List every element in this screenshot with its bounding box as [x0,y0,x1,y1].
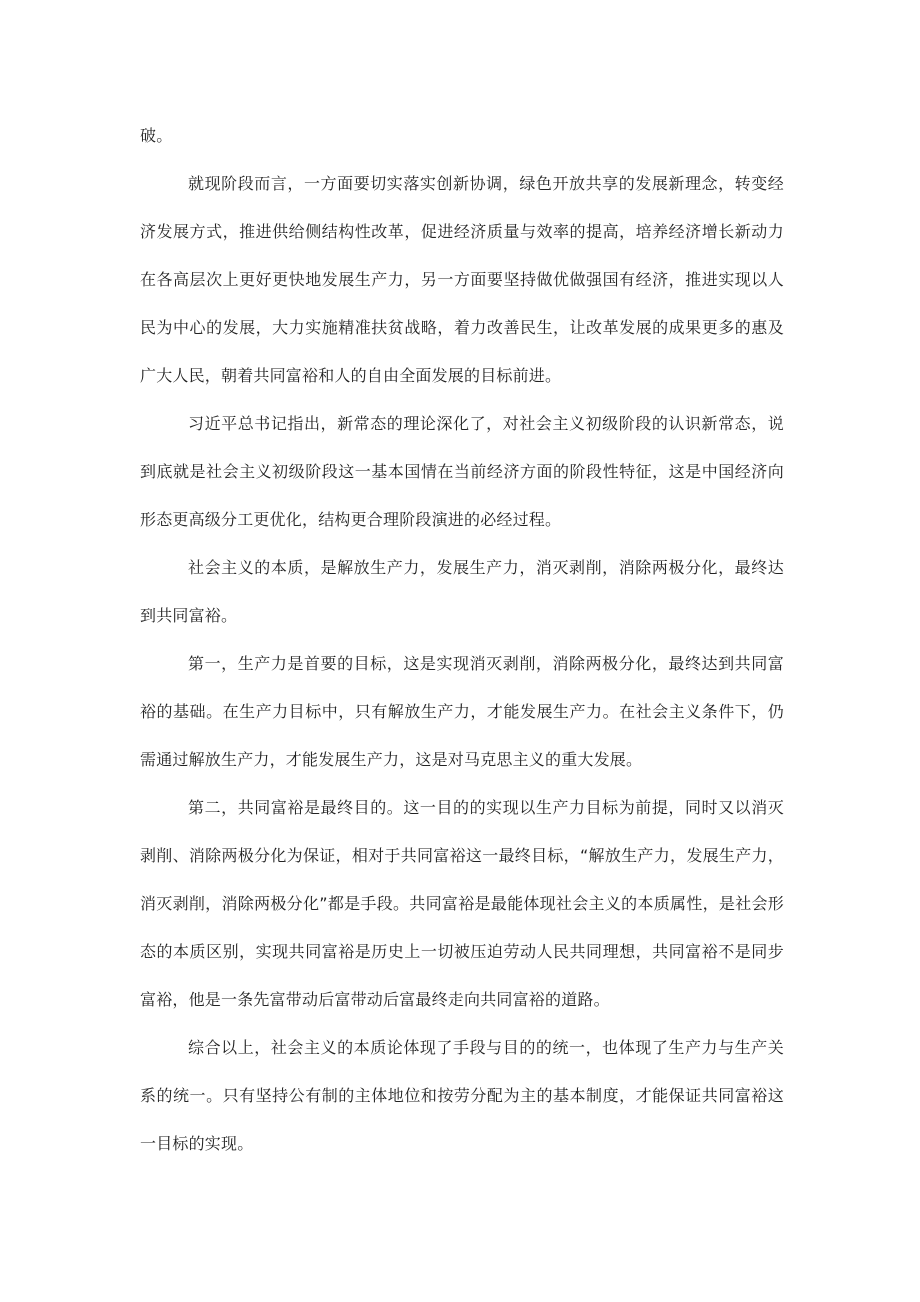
paragraph-continuation: 破。 [140,126,173,145]
paragraph-new-normal: 习近平总书记指出，新常态的理论深化了，对社会主义初级阶段的认识新常态，说到底就是社会主义初级阶段这一基本国情在当前经济方面的阶段性特征，这是中国经济向形态更高级分工更优化，结构更合理阶段演进的必经过程。 [140,414,784,529]
paragraph-socialism-essence: 社会主义的本质，是解放生产力，发展生产力，消灭剥削，消除两极分化，最终达到共同富裕。 [140,558,784,625]
paragraph-second-point: 第二，共同富裕是最终目的。这一目的的实现以生产力目标为前提，同时又以消灭剥削、消除两极分化为保证，相对于共同富裕这一最终目标，“解放生产力，发展生产力，消灭剥削，消除两极分化”都是手段。共同富裕是最能体现社会主义的本质属性，是社会形态的本质区别，实现共同富裕是历史上一切被压迫劳动人民共同理想，共同富裕不是同步富裕，他是一条先富带动后富带动后富最终走向共同富裕的道路。 [140,798,784,1009]
document-body [140,112,784,1168]
paragraph-conclusion: 综合以上，社会主义的本质论体现了手段与目的的统一，也体现了生产力与生产关系的统一。只有坚持公有制的主体地位和按劳分配为主的基本制度，才能保证共同富裕这一目标的实现。 [140,1038,784,1153]
paragraph-first-point: 第一，生产力是首要的目标，这是实现消灭剥削，消除两极分化，最终达到共同富裕的基础。在生产力目标中，只有解放生产力，才能发展生产力。在社会主义条件下，仍需通过解放生产力，才能发展生产力，这是对马克思主义的重大发展。 [140,654,784,769]
paragraph-current-stage: 就现阶段而言，一方面要切实落实创新协调，绿色开放共享的发展新理念，转变经济发展方式，推进供给侧结构性改革，促进经济质量与效率的提高，培养经济增长新动力在各高层次上更好更快地发展生产力，另一方面要坚持做优做强国有经济，推进实现以人民为中心的发展，大力实施精准扶贫战略，着力改善民生，让改革发展的成果更多的惠及广大人民，朝着共同富裕和人的自由全面发展的目标前进。 [140,174,784,385]
